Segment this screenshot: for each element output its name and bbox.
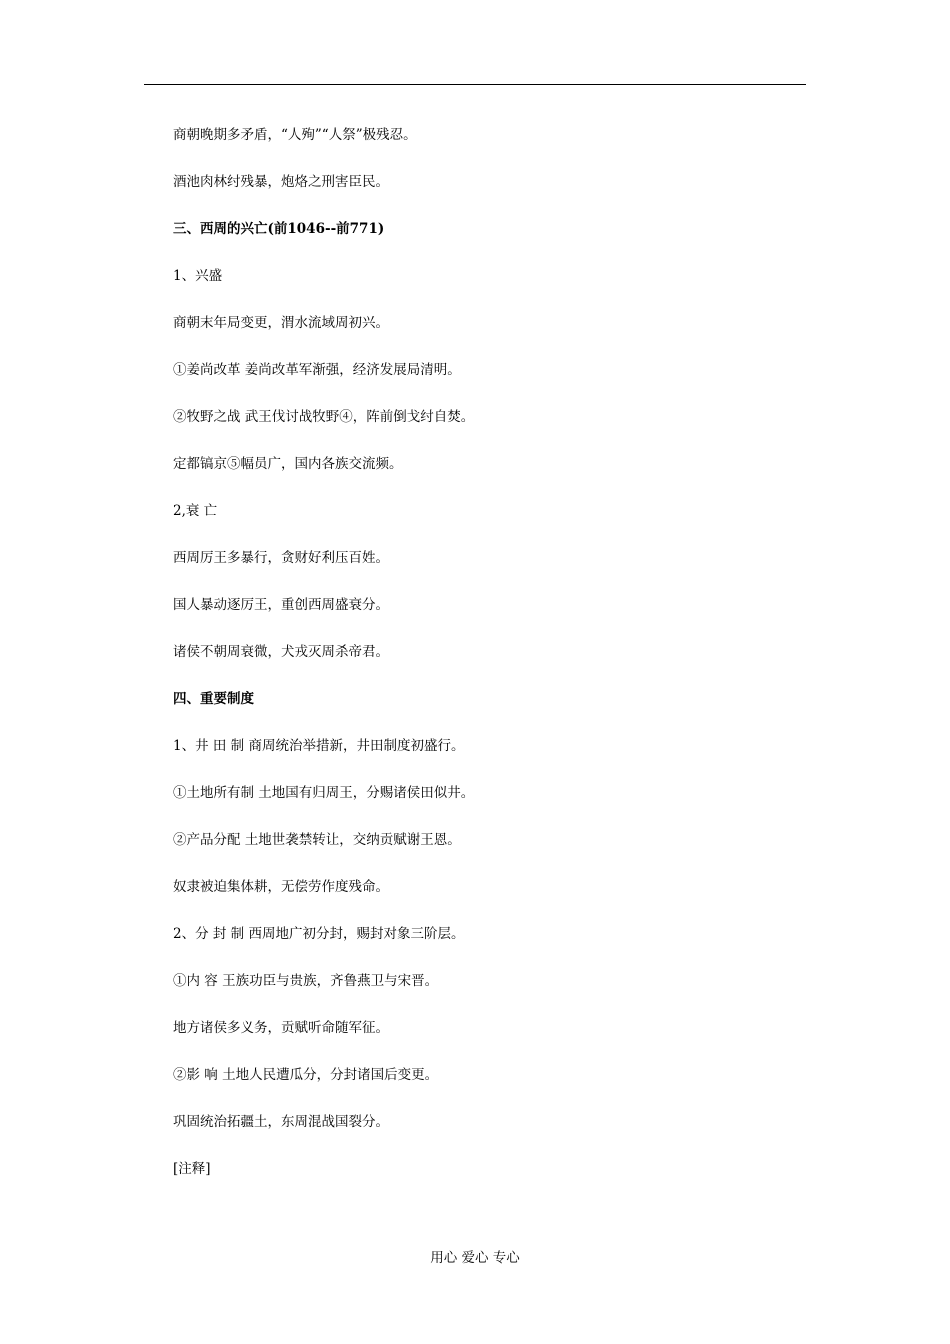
text-line: ②产品分配 土地世袭禁转让，交纳贡赋谢王恩。 — [173, 832, 461, 848]
text-line: ①内 容 王族功臣与贵族，齐鲁燕卫与宋晋。 — [173, 973, 439, 989]
header-rule — [144, 84, 806, 85]
text-line: 1、兴盛 — [173, 268, 223, 284]
text-line: 商朝晚期多矛盾，“人殉”“人祭”极残忍。 — [173, 127, 417, 143]
text-line: 巩固统治拓疆土，东周混战国裂分。 — [173, 1114, 389, 1130]
text-line: 酒池肉林纣残暴，炮烙之刑害臣民。 — [173, 174, 389, 190]
text-line: 地方诸侯多义务，贡赋听命随军征。 — [173, 1020, 389, 1036]
text-line: 2,衰 亡 — [173, 503, 218, 519]
section-heading: 四、重要制度 — [173, 691, 254, 707]
text-line: [注释] — [173, 1161, 211, 1177]
text-line: ①土地所有制 土地国有归周王，分赐诸侯田似井。 — [173, 785, 475, 801]
text-line: 奴隶被迫集体耕，无偿劳作度残命。 — [173, 879, 389, 895]
page-footer: 用心 爱心 专心 — [430, 1250, 520, 1266]
text-line: ②牧野之战 武王伐讨战牧野④，阵前倒戈纣自焚。 — [173, 409, 475, 425]
text-line: ②影 响 土地人民遭瓜分，分封诸国后变更。 — [173, 1067, 439, 1083]
text-line: ①姜尚改革 姜尚改革军渐强，经济发展局清明。 — [173, 362, 461, 378]
text-line: 2、分 封 制 西周地广初分封，赐封对象三阶层。 — [173, 926, 465, 942]
text-line: 1、井 田 制 商周统治举措新，井田制度初盛行。 — [173, 738, 465, 754]
section-heading: 三、西周的兴亡(前1046--前771) — [173, 221, 385, 237]
text-line: 西周厉王多暴行，贪财好利压百姓。 — [173, 550, 389, 566]
text-line: 商朝末年局变更，渭水流域周初兴。 — [173, 315, 389, 331]
text-line: 定都镐京⑤幅员广，国内各族交流频。 — [173, 456, 403, 472]
document-body — [173, 125, 793, 1206]
text-line: 国人暴动逐厉王，重创西周盛衰分。 — [173, 597, 389, 613]
text-line: 诸侯不朝周衰微，犬戎灭周杀帝君。 — [173, 644, 389, 660]
